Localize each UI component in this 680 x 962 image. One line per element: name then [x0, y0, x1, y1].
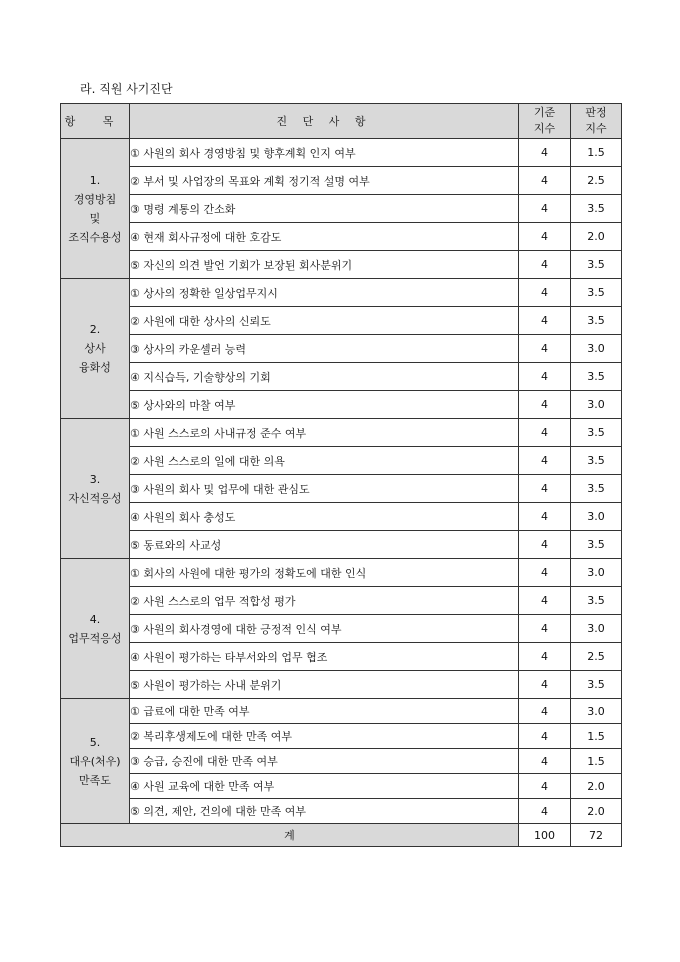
table-row	[61, 335, 622, 363]
category-cell	[61, 419, 130, 559]
table-row	[61, 749, 622, 774]
base-index-value: 4	[519, 503, 571, 531]
category-cell	[61, 139, 130, 279]
table-row	[61, 503, 622, 531]
header-row	[61, 104, 622, 139]
category-cell	[61, 699, 130, 824]
diagnosis-item: ① 사원의 회사 경영방침 및 향후계획 인지 여부	[130, 139, 519, 167]
judge-index-value: 3.5	[571, 531, 622, 559]
base-index-value: 4	[519, 419, 571, 447]
base-index-value: 4	[519, 391, 571, 419]
category-label-line: 3.	[89, 472, 101, 486]
judge-index-value: 2.0	[571, 223, 622, 251]
judge-index-value: 3.5	[571, 307, 622, 335]
table-row	[61, 195, 622, 223]
judge-index-value: 1.5	[571, 139, 622, 167]
judge-index-value: 3.5	[571, 475, 622, 503]
base-index-value: 4	[519, 447, 571, 475]
judge-index-value: 3.5	[571, 671, 622, 699]
category-label-line: 조직수용성	[68, 230, 122, 244]
table-row	[61, 419, 622, 447]
table-row	[61, 531, 622, 559]
base-index-value: 4	[519, 531, 571, 559]
category-label-line: 2.	[89, 323, 101, 336]
judge-index-value: 3.0	[571, 391, 622, 419]
diagnosis-item: ② 사원 스스로의 업무 적합성 평가	[130, 587, 519, 615]
category-label-line: 자신적응성	[68, 491, 122, 505]
total-row	[61, 824, 622, 847]
diagnosis-item: ③ 사원의 회사 및 업무에 대한 관심도	[130, 475, 519, 503]
table-row	[61, 774, 622, 799]
diagnosis-item: ① 상사의 정확한 일상업무지시	[130, 279, 519, 307]
table-row	[61, 279, 622, 307]
table-row	[61, 139, 622, 167]
diagnosis-item: ④ 지식습득, 기술향상의 기회	[130, 363, 519, 391]
base-index-value: 4	[519, 363, 571, 391]
base-index-value: 4	[519, 251, 571, 279]
base-index-value: 4	[519, 749, 571, 774]
table-row	[61, 167, 622, 195]
diagnosis-item: ① 급료에 대한 만족 여부	[130, 699, 519, 724]
table-row	[61, 615, 622, 643]
diagnosis-item: ④ 사원의 회사 충성도	[130, 503, 519, 531]
judge-index-value: 2.0	[571, 799, 622, 824]
diagnosis-item: ① 회사의 사원에 대한 평가의 정확도에 대한 인식	[130, 559, 519, 587]
diagnosis-item: ② 사원에 대한 상사의 신뢰도	[130, 307, 519, 335]
category-cell	[61, 559, 130, 699]
diagnosis-item: ③ 명령 계통의 간소화	[130, 195, 519, 223]
judge-index-value: 3.5	[571, 251, 622, 279]
judge-index-value: 3.0	[571, 615, 622, 643]
diagnosis-item: ③ 승급, 승진에 대한 만족 여부	[130, 749, 519, 774]
table-row	[61, 559, 622, 587]
total-base: 100	[519, 824, 571, 847]
table-row	[61, 587, 622, 615]
table-row	[61, 643, 622, 671]
diagnosis-item: ④ 사원 교육에 대한 만족 여부	[130, 774, 519, 799]
judge-index-value: 3.0	[571, 699, 622, 724]
diagnosis-item: ② 복리후생제도에 대한 만족 여부	[130, 724, 519, 749]
diagnosis-item: ④ 사원이 평가하는 타부서와의 업무 협조	[130, 643, 519, 671]
header-base-index: 기준 지수	[519, 104, 571, 139]
diagnosis-item: ② 사원 스스로의 일에 대한 의욕	[130, 447, 519, 475]
category-cell	[61, 279, 130, 419]
category-label-line: 1.	[89, 173, 101, 187]
total-label: 계	[61, 824, 519, 847]
table-row	[61, 699, 622, 724]
judge-index-value: 3.5	[571, 587, 622, 615]
diagnosis-item: ④ 현재 회사규정에 대한 호감도	[130, 223, 519, 251]
judge-index-value: 3.0	[571, 503, 622, 531]
judge-index-value: 3.5	[571, 363, 622, 391]
judge-index-value: 3.5	[571, 195, 622, 223]
table-row	[61, 391, 622, 419]
category-label-line: 4.	[89, 612, 101, 626]
base-index-value: 4	[519, 615, 571, 643]
base-index-value: 4	[519, 774, 571, 799]
diagnosis-item: ⑤ 동료와의 사교성	[130, 531, 519, 559]
judge-index-value: 3.5	[571, 419, 622, 447]
header-category: 항 목	[61, 104, 130, 139]
base-index-value: 4	[519, 195, 571, 223]
diagnosis-item: ⑤ 상사와의 마찰 여부	[130, 391, 519, 419]
base-index-value: 4	[519, 475, 571, 503]
category-label-line: 5.	[89, 735, 101, 749]
judge-index-value: 2.5	[571, 167, 622, 195]
category-label-line: 업무적응성	[68, 631, 122, 645]
judge-index-value: 3.5	[571, 447, 622, 475]
category-label-line: 경영방침	[73, 192, 117, 206]
base-index-value: 4	[519, 307, 571, 335]
table-body	[61, 139, 622, 824]
diagnosis-item: ⑤ 의견, 제안, 건의에 대한 만족 여부	[130, 799, 519, 824]
table-row	[61, 475, 622, 503]
base-index-value: 4	[519, 587, 571, 615]
judge-index-value: 2.5	[571, 643, 622, 671]
base-index-value: 4	[519, 167, 571, 195]
category-label-line: 융화성	[79, 361, 111, 374]
diagnosis-item: ③ 상사의 카운셀러 능력	[130, 335, 519, 363]
base-index-value: 4	[519, 335, 571, 363]
table-row	[61, 671, 622, 699]
table-row	[61, 447, 622, 475]
table-row	[61, 799, 622, 824]
diagnosis-item: ③ 사원의 회사경영에 대한 긍정적 인식 여부	[130, 615, 519, 643]
judge-index-value: 3.0	[571, 335, 622, 363]
table-row	[61, 251, 622, 279]
header-item: 진 단 사 항	[130, 104, 519, 139]
base-index-value: 4	[519, 139, 571, 167]
diagnosis-item: ① 사원 스스로의 사내규정 준수 여부	[130, 419, 519, 447]
header-judge-index: 판정 지수	[571, 104, 622, 139]
base-index-value: 4	[519, 559, 571, 587]
category-label-line: 대우(처우)	[69, 754, 121, 768]
judge-index-value: 1.5	[571, 724, 622, 749]
judge-index-value: 2.0	[571, 774, 622, 799]
diagnosis-item: ⑤ 사원이 평가하는 사내 분위기	[130, 671, 519, 699]
morale-diagnosis-table	[60, 103, 622, 847]
section-title: 라. 직원 사기진단	[80, 82, 173, 96]
base-index-value: 4	[519, 223, 571, 251]
base-index-value: 4	[519, 671, 571, 699]
table-row	[61, 223, 622, 251]
base-index-value: 4	[519, 699, 571, 724]
total-judge: 72	[571, 824, 622, 847]
table-row	[61, 724, 622, 749]
judge-index-value: 3.5	[571, 279, 622, 307]
diagnosis-item: ② 부서 및 사업장의 목표와 계획 정기적 설명 여부	[130, 167, 519, 195]
table-row	[61, 307, 622, 335]
category-label-line: 상사	[84, 342, 106, 355]
judge-index-value: 3.0	[571, 559, 622, 587]
base-index-value: 4	[519, 643, 571, 671]
diagnosis-item: ⑤ 자신의 의견 발언 기회가 보장된 회사분위기	[130, 251, 519, 279]
table-row	[61, 363, 622, 391]
base-index-value: 4	[519, 724, 571, 749]
category-label-line: 만족도	[79, 773, 111, 787]
category-label-line: 및	[89, 211, 101, 225]
base-index-value: 4	[519, 799, 571, 824]
base-index-value: 4	[519, 279, 571, 307]
judge-index-value: 1.5	[571, 749, 622, 774]
